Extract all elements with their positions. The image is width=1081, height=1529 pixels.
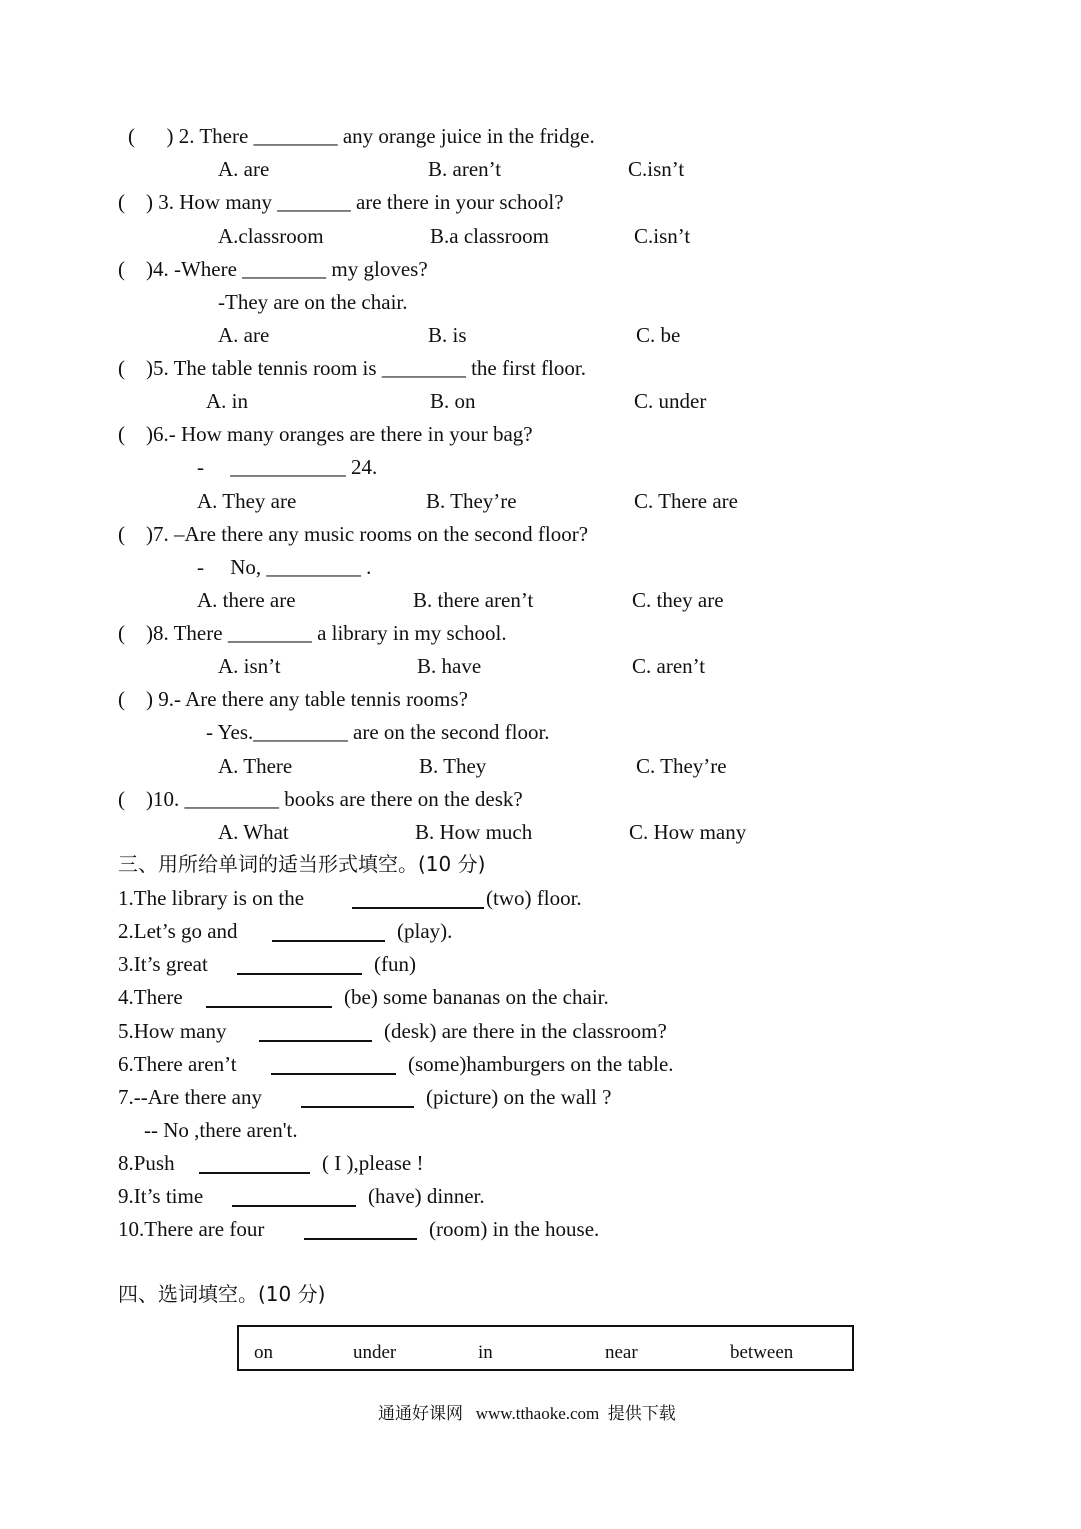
section-3-title: 三、用所给单词的适当形式填空。(10 分) (118, 852, 486, 876)
fill-item-6-blank (271, 1073, 396, 1075)
question-8-option-b: B. have (417, 654, 482, 678)
question-10-option-c: C. How many (629, 820, 747, 844)
question-2-option-b: B. aren’t (428, 157, 502, 181)
question-4-answer: -They are on the chair. (218, 290, 408, 314)
fill-item-4-text: 4.There (118, 985, 183, 1009)
word-bank-word-on: on (254, 1342, 273, 1363)
fill-item-2-hint: (play). (397, 919, 453, 943)
fill-item-9-text: 9.It’s time (118, 1184, 204, 1208)
question-7-answer: - No, _________ . (197, 555, 372, 579)
question-4-option-a: A. are (218, 323, 270, 347)
fill-item-10-blank (304, 1238, 417, 1240)
section-4-title: 四、选词填空。(10 分) (118, 1282, 326, 1306)
fill-item-7-reply: -- No ,there aren't. (144, 1118, 298, 1142)
question-7-option-b: B. there aren’t (413, 588, 534, 612)
fill-item-8-hint: ( I ),please ! (322, 1151, 424, 1175)
word-bank-word-in: in (478, 1342, 493, 1363)
fill-item-7-text: 7.--Are there any (118, 1085, 263, 1109)
question-6-stem: ( )6.- How many oranges are there in your bag? (118, 422, 533, 446)
question-5-option-c: C. under (634, 389, 707, 413)
fill-item-3-hint: (fun) (374, 952, 416, 976)
fill-item-9-hint: (have) dinner. (368, 1184, 485, 1208)
question-9-option-b: B. They (419, 754, 487, 778)
footer-source: 通通好课网 www.tthaoke.com 提供下载 (378, 1404, 676, 1423)
word-bank-word-near: near (605, 1342, 638, 1363)
fill-item-5-hint: (desk) are there in the classroom? (384, 1019, 667, 1043)
question-10-option-a: A. What (218, 820, 289, 844)
question-3-option-b: B.a classroom (430, 224, 549, 248)
question-5-option-a: A. in (206, 389, 248, 413)
question-4-option-b: B. is (428, 323, 467, 347)
question-9-option-c: C. They’re (636, 754, 727, 778)
fill-item-5-blank (259, 1040, 372, 1042)
fill-item-6-hint: (some)hamburgers on the table. (408, 1052, 674, 1076)
question-3-option-a: A.classroom (218, 224, 324, 248)
question-10-option-b: B. How much (415, 820, 533, 844)
fill-item-9-blank (232, 1205, 356, 1207)
question-8-stem: ( )8. There ________ a library in my school. (118, 621, 507, 645)
question-6-option-b: B. They’re (426, 489, 517, 513)
fill-item-7-blank (301, 1106, 414, 1108)
question-8-option-c: C. aren’t (632, 654, 706, 678)
fill-item-1-hint: (two) floor. (486, 886, 582, 910)
question-3-option-c: C.isn’t (634, 224, 691, 248)
fill-item-10-hint: (room) in the house. (429, 1217, 600, 1241)
question-4-stem: ( )4. -Where ________ my gloves? (118, 257, 428, 281)
fill-item-10-text: 10.There are four (118, 1217, 265, 1241)
fill-item-3-text: 3.It’s great (118, 952, 208, 976)
question-7-option-c: C. they are (632, 588, 724, 612)
question-4-option-c: C. be (636, 323, 681, 347)
question-8-option-a: A. isn’t (218, 654, 281, 678)
question-10-stem: ( )10. _________ books are there on the desk? (118, 787, 523, 811)
question-9-option-a: A. There (218, 754, 293, 778)
question-6-answer: - ___________ 24. (197, 455, 378, 479)
fill-item-3-blank (237, 973, 362, 975)
fill-item-4-hint: (be) some bananas on the chair. (344, 985, 609, 1009)
fill-item-8-blank (199, 1172, 310, 1174)
word-bank-word-between: between (730, 1342, 794, 1363)
word-bank-word-under: under (353, 1342, 397, 1363)
question-2-option-a: A. are (218, 157, 270, 181)
question-9-answer: - Yes._________ are on the second floor. (206, 720, 550, 744)
fill-item-2-blank (272, 940, 385, 942)
fill-item-4-blank (206, 1006, 332, 1008)
question-5-option-b: B. on (430, 389, 476, 413)
fill-item-7-hint: (picture) on the wall ? (426, 1085, 612, 1109)
fill-item-2-text: 2.Let’s go and (118, 919, 238, 943)
question-7-stem: ( )7. –Are there any music rooms on the second floor? (118, 522, 589, 546)
question-5-stem: ( )5. The table tennis room is ________ the first floor. (118, 356, 586, 380)
question-2-stem: ( ) 2. There ________ any orange juice in the fridge. (128, 124, 595, 148)
question-6-option-a: A. They are (197, 489, 297, 513)
question-2-option-c: C.isn’t (628, 157, 685, 181)
fill-item-1-blank (352, 907, 484, 909)
question-7-option-a: A. there are (197, 588, 296, 612)
question-3-stem: ( ) 3. How many _______ are there in your school? (118, 190, 564, 214)
fill-item-6-text: 6.There aren’t (118, 1052, 237, 1076)
fill-item-1-text: 1.The library is on the (118, 886, 305, 910)
fill-item-5-text: 5.How many (118, 1019, 227, 1043)
fill-item-8-text: 8.Push (118, 1151, 175, 1175)
question-6-option-c: C. There are (634, 489, 738, 513)
question-9-stem: ( ) 9.- Are there any table tennis rooms? (118, 687, 468, 711)
